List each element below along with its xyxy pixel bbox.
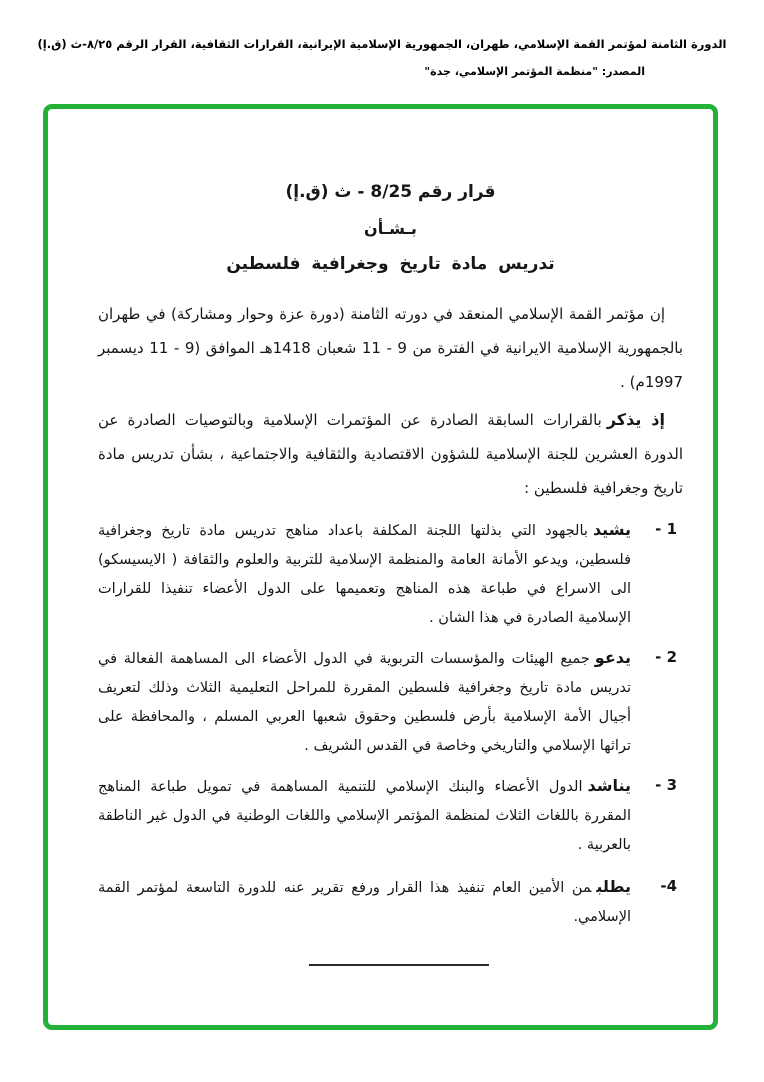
resolution-item-4 [98, 872, 683, 932]
header-source: المصدر: "منظمة المؤتمر الإسلامي، جدة" [424, 65, 645, 78]
item-1-number: 1 - [655, 520, 677, 538]
item-3-body: الدول الأعضاء والبنك الإسلامي للتنمية المساهمة في تمويل طباعة المناهج المقررة باللغات الثلاث لمنظمة المؤتمر الإسلامي واللغات الوطنية في الدول غير الناطقة بالعربية . [98, 779, 631, 853]
item-3-lead-word: يناشد [587, 776, 631, 795]
preamble-2-lead-word: إذ يذكر [606, 410, 665, 429]
resolution-number-title: قرار رقم 8/25 - ث (ق.إ) [285, 182, 496, 202]
item-3-text [98, 771, 631, 860]
header-citation: الدورة الثامنة لمؤتمر القمة الإسلامي، طهران، الجمهورية الإسلامية الإيرانية، القرارات الثقافية، القرار الرقم ٨/٢٥-ث (ق.إ) [37, 37, 727, 51]
item-1-lead-word: يشيد [592, 520, 631, 539]
green-border-frame [43, 104, 718, 1030]
preamble-1-text: إن مؤتمر القمة الإسلامي المنعقد في دورته الثامنة (دورة عزة وحوار ومشاركة) في طهران بالجمهورية الإسلامية الايرانية في الفترة من 9 - 11 شعبان 1418هـ الموافق (9 - 11 ديسمبر 1997م) . [98, 305, 684, 391]
preamble-2-text: بالقرارات السابقة الصادرة عن المؤتمرات الإسلامية وبالتوصيات الصادرة عن الدورة العشرين للجنة الإسلامية للشؤون الاقتصادية والثقافية والاجتماعية ، بشأن تدريس مادة تاريخ وجغرافية فلسطين : [98, 411, 683, 497]
preamble-paragraph-1 [98, 297, 683, 399]
preamble-paragraph-2 [98, 403, 683, 505]
item-4-number: 4- [660, 877, 677, 895]
resolution-item-1 [98, 515, 683, 633]
resolution-subject: تدريس مادة تاريخ وجغرافية فلسطين [226, 254, 555, 274]
item-2-number: 2 - [655, 648, 677, 666]
item-3-number: 3 - [655, 776, 677, 794]
item-2-lead-word: يدعو [594, 648, 631, 667]
resolution-subtitle: بـشـأن [364, 219, 417, 238]
item-4-text [98, 872, 631, 932]
resolution-item-2 [98, 643, 683, 761]
end-divider-line [309, 964, 489, 966]
item-1-text [98, 515, 631, 633]
item-4-body: من الأمين العام تنفيذ هذا القرار ورفع تقرير عنه للدورة التاسعة لمؤتمر القمة الإسلامي. [98, 880, 631, 925]
resolution-items-list [98, 515, 683, 932]
resolution-item-3 [98, 771, 683, 860]
item-4-lead-word: يطلب [596, 877, 631, 896]
item-2-body: جميع الهيئات والمؤسسات التربوية في الدول الأعضاء الى المساهمة الفعالة في تدريس مادة تاريخ وجغرافية فلسطين المقررة للمراحل التعليمية الثلاث وذلك لتعريف أجيال الأمة الإسلامية بأرض فلسطين وحقوق شعبها العربي المسلم ، والمحافظة على تراثها الإسلامي والتاريخي وخاصة في القدس الشريف . [98, 651, 631, 754]
item-1-body: بالجهود التي بذلتها اللجنة المكلفة باعداد مناهج تدريس مادة تاريخ وجغرافية فلسطين، ويدعو الأمانة العامة والمنظمة الإسلامية للتربية والعلوم والثقافة ( الايسيسكو) الى الاسراع في طباعة هذه المناهج وتعميمها على الدول الأعضاء تنفيذا للقرارات الإسلامية الصادرة في هذا الشان . [98, 523, 631, 626]
item-2-text [98, 643, 631, 761]
resolution-body [98, 179, 683, 966]
